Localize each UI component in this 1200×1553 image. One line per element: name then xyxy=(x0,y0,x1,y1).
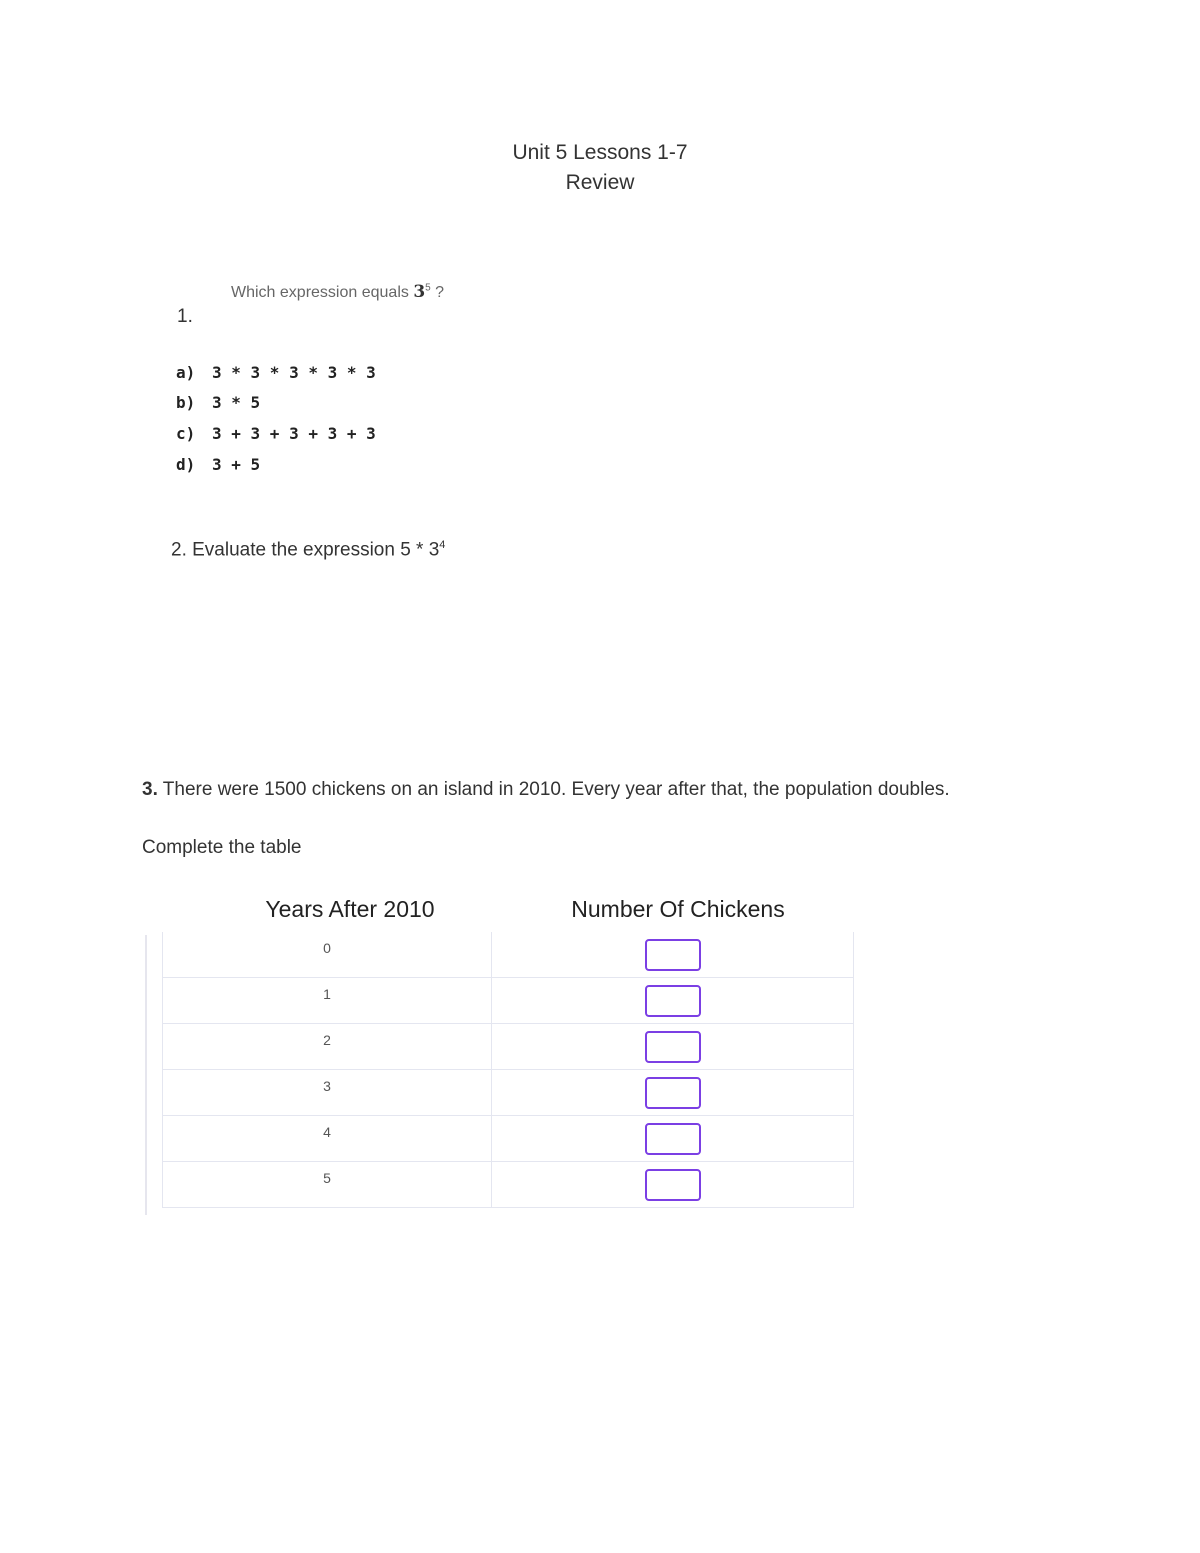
table-row xyxy=(163,978,854,1024)
column-header-chickens: Number Of Chickens xyxy=(571,896,785,922)
chickens-input[interactable] xyxy=(645,1169,701,1201)
chickens-cell xyxy=(492,978,854,1024)
year-cell: 3 xyxy=(163,1070,492,1116)
chickens-cell xyxy=(492,1024,854,1070)
option-letter: c) xyxy=(176,424,196,443)
table-left-border xyxy=(145,935,147,1215)
chickens-cell xyxy=(492,1070,854,1116)
option-letter: a) xyxy=(176,363,196,382)
year-cell: 2 xyxy=(163,1024,492,1070)
table-row xyxy=(163,1070,854,1116)
year-cell: 5 xyxy=(163,1162,492,1208)
chickens-input[interactable] xyxy=(645,985,701,1017)
table-instruction: Complete the table xyxy=(142,837,302,858)
option-c[interactable] xyxy=(176,424,376,443)
table-row xyxy=(163,932,854,978)
chickens-table xyxy=(162,932,854,1208)
chickens-input[interactable] xyxy=(645,1123,701,1155)
year-cell: 4 xyxy=(163,1116,492,1162)
chickens-cell xyxy=(492,1162,854,1208)
option-text: 3 + 3 + 3 + 3 + 3 xyxy=(212,424,376,443)
option-text: 3 * 3 * 3 * 3 * 3 xyxy=(212,363,376,382)
option-letter: b) xyxy=(176,393,196,412)
option-d[interactable] xyxy=(176,455,260,474)
option-a[interactable] xyxy=(176,363,376,382)
chickens-input[interactable] xyxy=(645,1077,701,1109)
year-cell: 0 xyxy=(163,932,492,978)
question-3-number: 3. xyxy=(142,779,158,800)
question-2-exponent: 4 xyxy=(439,539,446,551)
question-1-prompt-end: ? xyxy=(430,284,445,301)
page-title: Unit 5 Lessons 1-7 xyxy=(512,141,688,164)
question-1-number: 1. xyxy=(177,306,193,327)
question-2-text: 2. Evaluate the expression 5 * 3 xyxy=(171,539,440,561)
option-b[interactable] xyxy=(176,393,260,412)
column-header-years: Years After 2010 xyxy=(265,896,435,922)
question-1-base: 3 xyxy=(413,282,426,302)
chickens-input[interactable] xyxy=(645,939,701,971)
option-letter: d) xyxy=(176,455,196,474)
question-1-prompt xyxy=(231,282,444,302)
chickens-input[interactable] xyxy=(645,1031,701,1063)
question-1-prompt-text: Which expression equals xyxy=(231,284,414,301)
table-row xyxy=(163,1116,854,1162)
chickens-cell xyxy=(492,932,854,978)
table-row xyxy=(163,1024,854,1070)
chickens-cell xyxy=(492,1116,854,1162)
question-1-exponent: 5 xyxy=(425,282,431,294)
question-2 xyxy=(171,539,445,561)
question-3-text: There were 1500 chickens on an island in 2010. Every year after that, the population doubles. xyxy=(157,779,950,800)
option-text: 3 * 5 xyxy=(212,393,261,412)
year-cell: 1 xyxy=(163,978,492,1024)
question-3 xyxy=(142,779,950,801)
page-subtitle: Review xyxy=(565,171,635,194)
table-row xyxy=(163,1162,854,1208)
option-text: 3 + 5 xyxy=(212,455,261,474)
